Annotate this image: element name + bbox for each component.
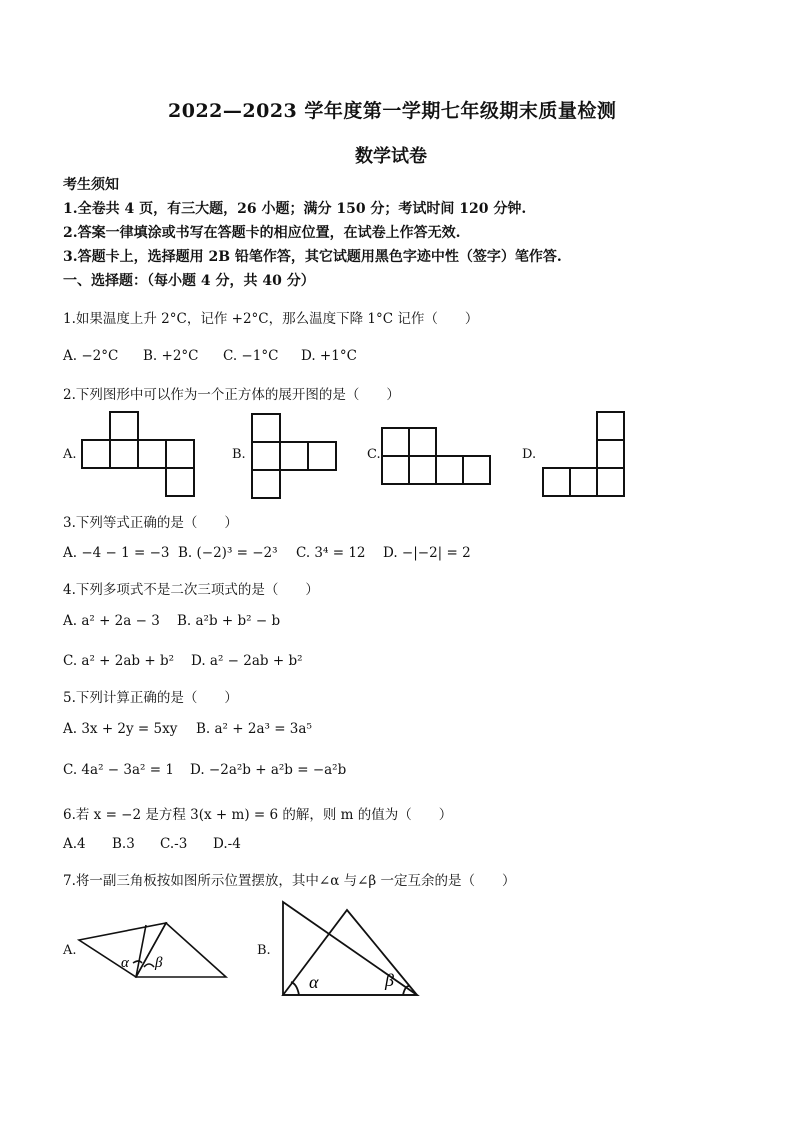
question-1-stem: 1.如果温度上升 2°C，记作 +2°C，那么温度下降 1°C 记作（ ） [63, 311, 479, 327]
notice-heading: 考生须知 [63, 177, 119, 193]
question-7-option-a[interactable]: A. [63, 943, 77, 958]
question-4-option-b[interactable]: B. a²b + b² − b [177, 613, 281, 629]
cube-net-c-figure [381, 427, 496, 487]
question-3-option-b[interactable]: B. (−2)³ = −2³ [178, 545, 278, 561]
exam-subtitle: 数学试卷 [355, 146, 427, 167]
question-1-option-a[interactable]: A. −2°C [63, 348, 119, 364]
triangle-set-b-figure [279, 900, 424, 1000]
question-5-option-a[interactable]: A. 3x + 2y = 5xy [63, 721, 178, 737]
alpha-label-b: α [309, 972, 319, 992]
question-1-option-d[interactable]: D. +1°C [301, 348, 357, 364]
alpha-label-a: α [121, 955, 129, 971]
notice-item-2: 2.答案一律填涂或书写在答题卡的相应位置，在试卷上作答无效. [63, 225, 461, 241]
section-heading: 一、选择题：（每小题 4 分，共 40 分） [63, 273, 315, 289]
question-7-stem: 7.将一副三角板按如图所示位置摆放，其中∠α 与∠β 一定互余的是（ ） [63, 873, 516, 889]
question-6-option-a[interactable]: A.4 [63, 836, 86, 852]
question-4-option-a[interactable]: A. a² + 2a − 3 [63, 613, 160, 629]
question-1-option-b[interactable]: B. +2°C [143, 348, 199, 364]
question-4-option-d[interactable]: D. a² − 2ab + b² [191, 653, 303, 669]
exam-title: 2022—2023 学年度第一学期七年级期末质量检测 [168, 100, 617, 122]
question-6-option-d[interactable]: D.-4 [213, 836, 241, 852]
beta-label-b: β [385, 970, 394, 990]
triangle-set-a-figure [76, 915, 231, 980]
question-4-option-c[interactable]: C. a² + 2ab + b² [63, 653, 175, 669]
question-2-stem: 2.下列图形中可以作为一个正方体的展开图的是（ ） [63, 387, 400, 403]
cube-net-a-figure [80, 411, 200, 499]
question-7-option-b[interactable]: B. [257, 943, 271, 958]
notice-item-1: 1.全卷共 4 页，有三大题，26 小题；满分 150 分；考试时间 120 分钟. [63, 201, 527, 217]
question-3-option-d[interactable]: D. −|−2| = 2 [383, 545, 471, 561]
question-3-stem: 3.下列等式正确的是（ ） [63, 515, 238, 531]
question-5-stem: 5.下列计算正确的是（ ） [63, 690, 238, 706]
question-6-option-b[interactable]: B.3 [112, 836, 135, 852]
question-2-option-a[interactable]: A. [63, 447, 77, 462]
question-6-stem: 6.若 x = −2 是方程 3(x + m) = 6 的解，则 m 的值为（ ） [63, 807, 453, 823]
beta-label-a: β [155, 955, 163, 971]
question-5-option-c[interactable]: C. 4a² − 3a² = 1 [63, 762, 174, 778]
cube-net-b-figure [250, 413, 340, 501]
question-4-stem: 4.下列多项式不是二次三项式的是（ ） [63, 582, 319, 598]
question-6-option-c[interactable]: C.-3 [160, 836, 188, 852]
question-3-option-c[interactable]: C. 3⁴ = 12 [296, 545, 366, 561]
cube-net-d-figure [540, 411, 630, 499]
question-2-option-d[interactable]: D. [522, 447, 537, 462]
question-1-option-c[interactable]: C. −1°C [223, 348, 279, 364]
question-3-option-a[interactable]: A. −4 − 1 = −3 [63, 545, 170, 561]
question-5-option-d[interactable]: D. −2a²b + a²b = −a²b [190, 762, 347, 778]
question-5-option-b[interactable]: B. a² + 2a³ = 3a⁵ [196, 721, 312, 737]
question-2-option-b[interactable]: B. [232, 447, 246, 462]
notice-item-3: 3.答题卡上，选择题用 2B 铅笔作答，其它试题用黑色字迹中性（签字）笔作答. [63, 249, 562, 265]
question-2-option-c[interactable]: C. [367, 447, 381, 462]
